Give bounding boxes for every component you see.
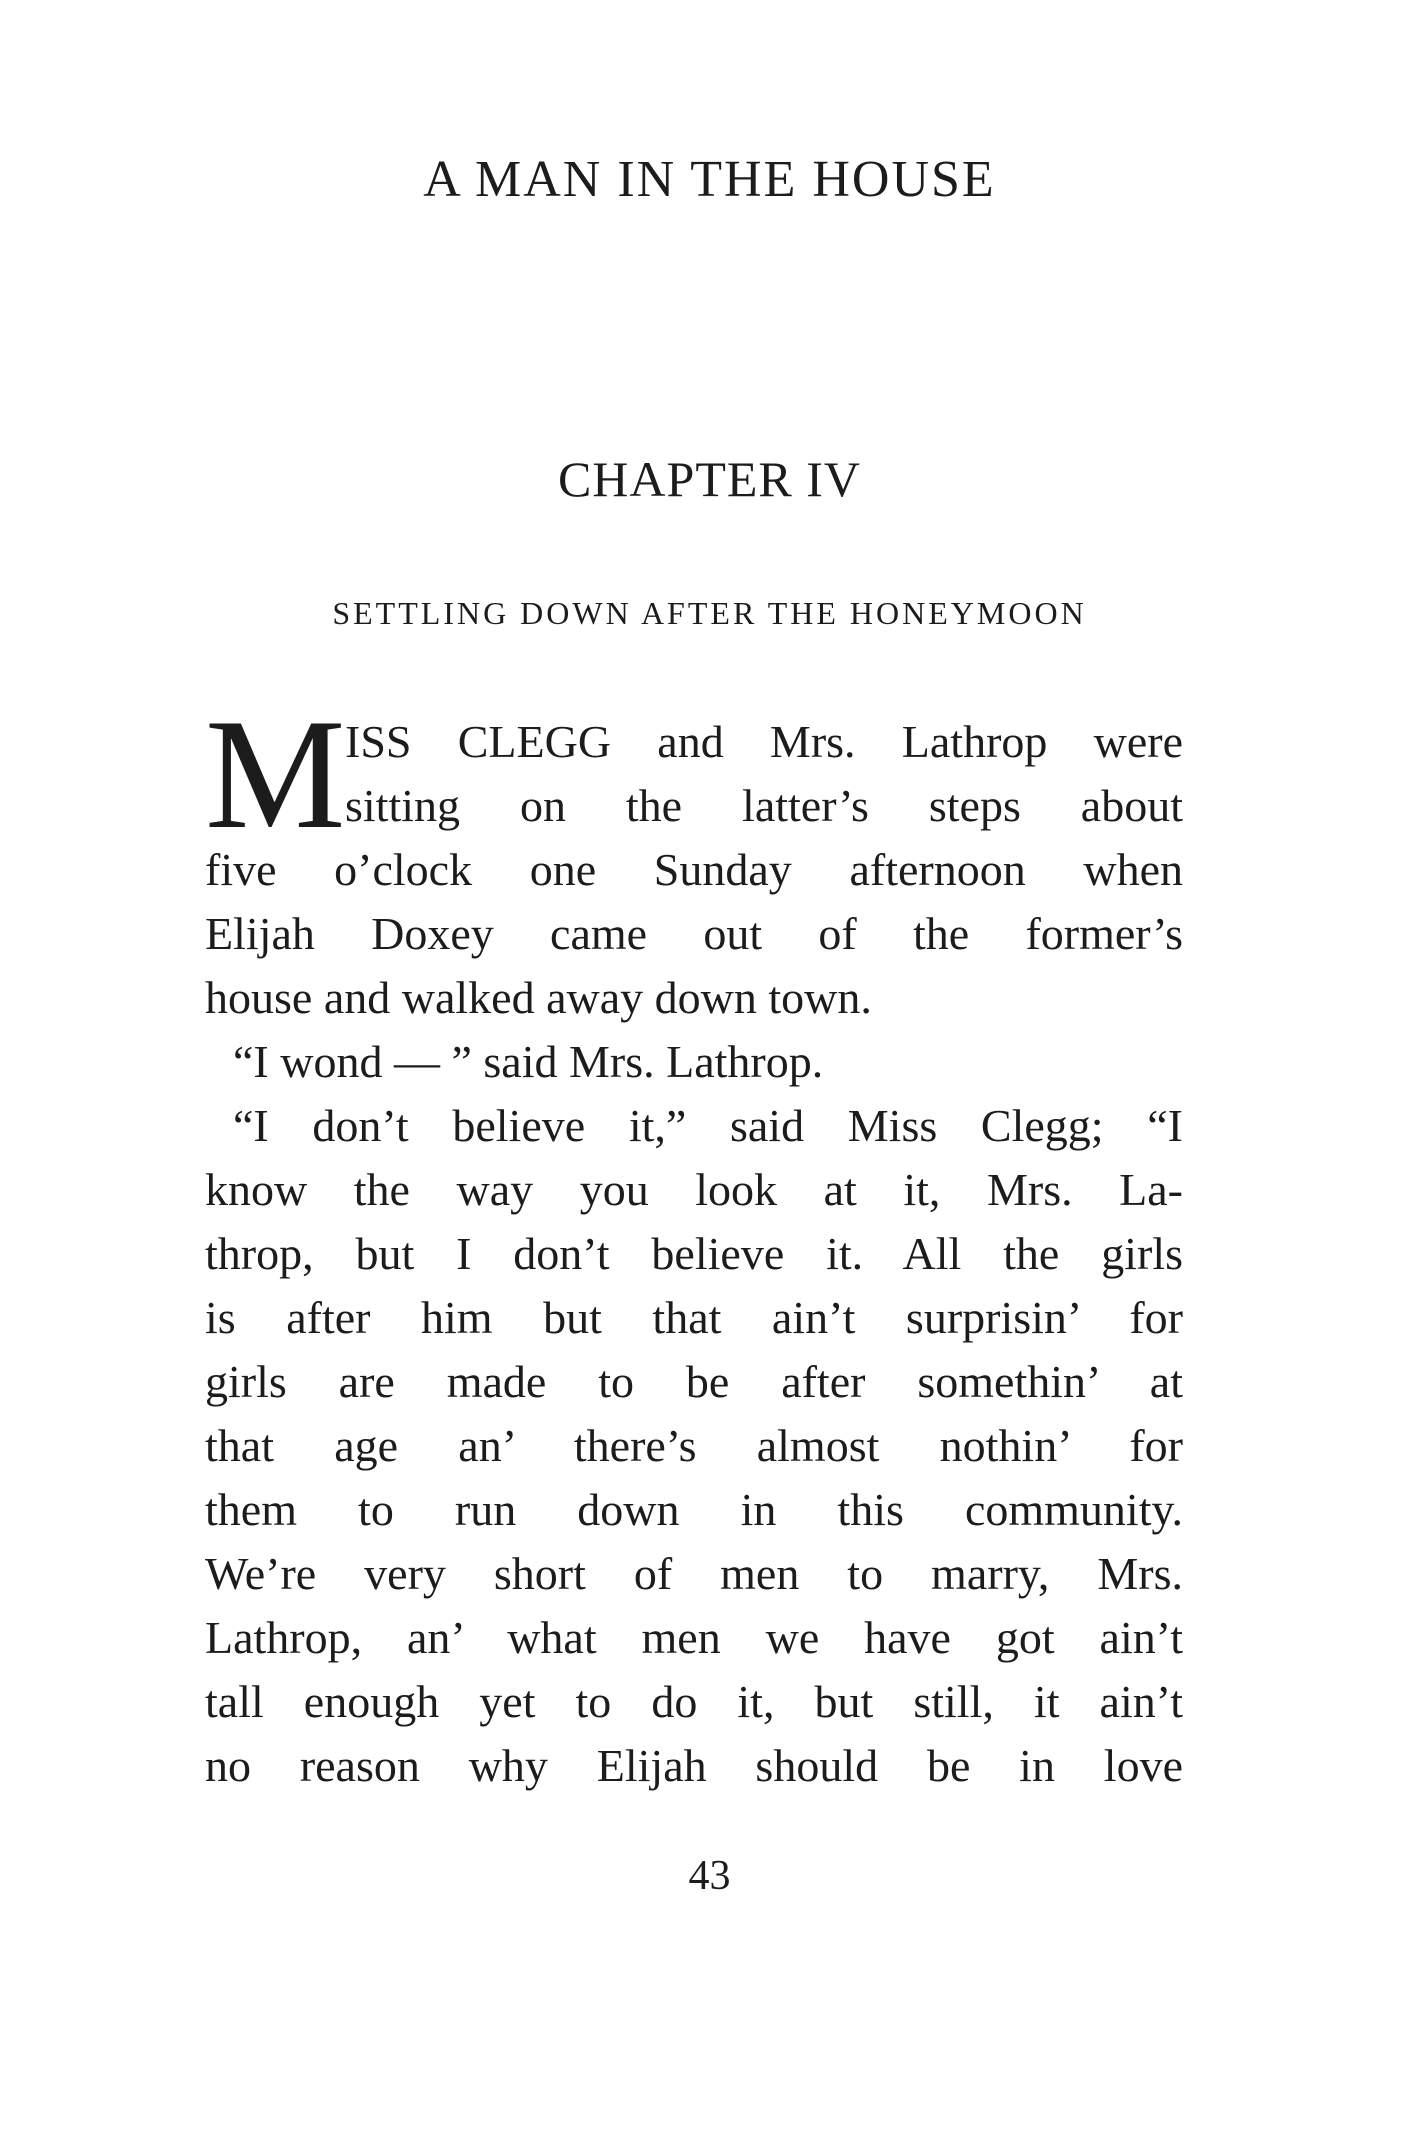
- text-line: ISS CLEGG and Mrs. Lathrop were: [345, 716, 1183, 767]
- text-line: know the way you look at it, Mrs. La-: [205, 1164, 1183, 1215]
- text-line: is after him but that ain’t surprisin’ for: [205, 1292, 1183, 1343]
- text-line: “I don’t believe it,” said Miss Clegg; “I: [233, 1100, 1183, 1151]
- text-line: Elijah Doxey came out of the former’s: [205, 908, 1183, 959]
- chapter-title: CHAPTER IV: [557, 451, 862, 507]
- text-line: house and walked away down town.: [205, 972, 872, 1023]
- drop-cap: M: [205, 687, 346, 862]
- text-line: no reason why Elijah should be in love: [205, 1740, 1183, 1791]
- text-line: “I wond — ” said Mrs. Lathrop.: [233, 1036, 824, 1087]
- text-line: five o’clock one Sunday afternoon when: [205, 844, 1183, 895]
- text-line: that age an’ there’s almost nothin’ for: [205, 1420, 1183, 1471]
- body-text: [205, 687, 1183, 1798]
- chapter-subtitle: SETTLING DOWN AFTER THE HONEYMOON: [332, 595, 1087, 631]
- text-line: Lathrop, an’ what men we have got ain’t: [205, 1612, 1183, 1663]
- page-number: 43: [688, 1853, 731, 1899]
- text-line: girls are made to be after somethin’ at: [205, 1356, 1183, 1407]
- text-line: tall enough yet to do it, but still, it ain’t: [205, 1676, 1183, 1727]
- text-line: throp, but I don’t believe it. All the girls: [205, 1228, 1183, 1279]
- text-line: We’re very short of men to marry, Mrs.: [205, 1548, 1183, 1599]
- text-line: sitting on the latter’s steps about: [345, 780, 1183, 831]
- text-line: them to run down in this community.: [205, 1484, 1183, 1535]
- running-head: A MAN IN THE HOUSE: [423, 151, 996, 208]
